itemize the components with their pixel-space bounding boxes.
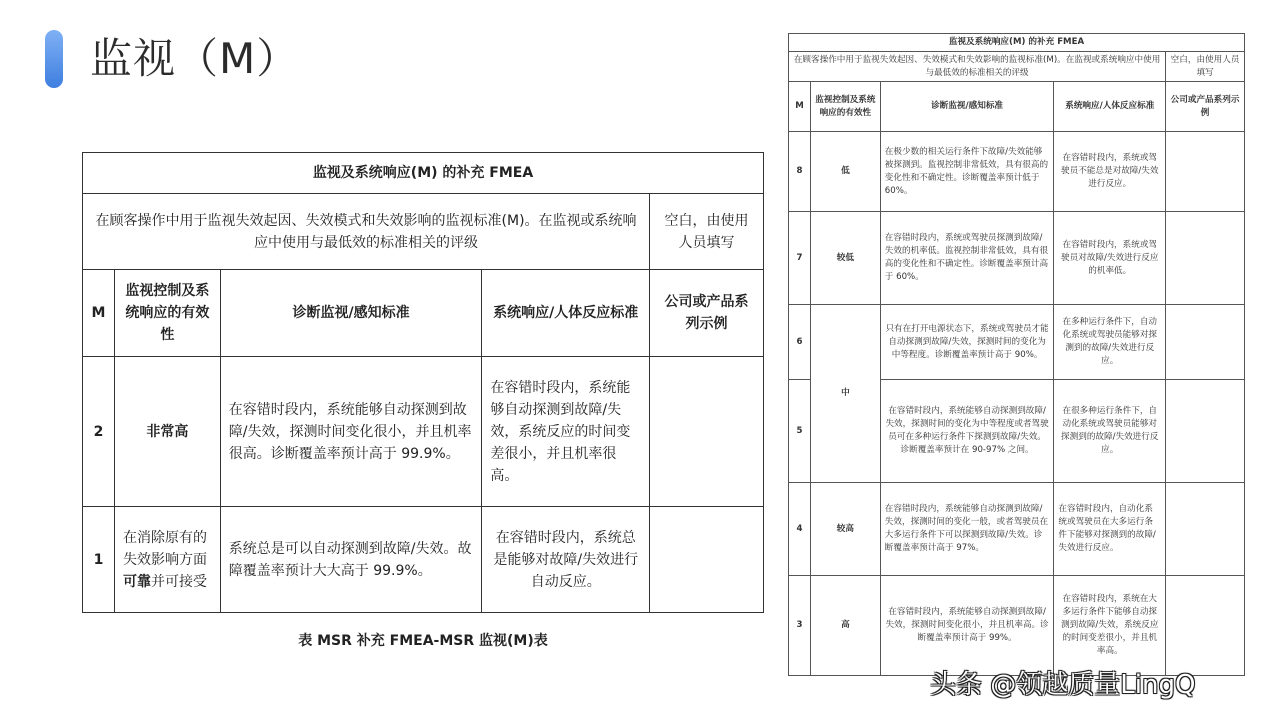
watermark: 头条 @领越质量LingQ — [930, 670, 1196, 700]
scan-header-effectiveness: 监视控制及系统响应的有效性 — [810, 82, 880, 132]
scan-row-response: 在多种运行条件下，自动化系统或驾驶员能够对探测到的故障/失效进行反应。 — [1054, 305, 1166, 380]
table-row — [789, 576, 1245, 676]
scan-row-example — [1166, 212, 1245, 305]
scan-row-example — [1166, 380, 1245, 483]
row-diagnosis: 系统总是可以自动探测到故障/失效。故障覆盖率预计大大高于 99.9%。 — [220, 507, 482, 613]
scan-row-effectiveness: 低 — [810, 132, 880, 212]
scan-row-m: 5 — [789, 380, 811, 483]
scan-blank-note: 空白，由使用人员填写 — [1166, 52, 1245, 82]
scan-row-effectiveness: 较低 — [810, 212, 880, 305]
row-response: 在容错时段内，系统总是能够对故障/失效进行自动反应。 — [482, 507, 650, 613]
title-accent-bar — [45, 30, 63, 88]
scan-row-diagnosis: 只有在打开电源状态下，系统或驾驶员才能自动探测到故障/失效，探测时间的变化为中等程度。诊断覆盖率预计高于 90%。 — [880, 305, 1054, 380]
scan-description: 在顾客操作中用于监视失效起因、失效模式和失效影响的监视标准(M)。在监视或系统响应中使用与最低效的标准相关的评级 — [789, 52, 1166, 82]
table-row — [789, 132, 1245, 212]
scan-row-diagnosis: 在容错时段内，系统能够自动探测到故障/失效，探测时间的变化为中等程度或者驾驶员可在多种运行条件下探测到故障/失效。诊断覆盖率预计在 90-97% 之间。 — [880, 380, 1054, 483]
scan-header-example: 公司或产品系列示例 — [1166, 82, 1245, 132]
scanned-fmea-table — [788, 33, 1245, 676]
table-title: 监视及系统响应(M) 的补充 FMEA — [83, 153, 764, 194]
row-example — [650, 507, 764, 613]
scan-row-response: 在容错时段内，自动化系统或驾驶员在大多运行条件下能够对探测到的故障/失效进行反应。 — [1054, 483, 1166, 576]
scan-row-m: 8 — [789, 132, 811, 212]
table-row — [789, 483, 1245, 576]
table-row — [789, 212, 1245, 305]
scan-header-diagnosis: 诊断监视/感知标准 — [880, 82, 1054, 132]
scan-row-example — [1166, 483, 1245, 576]
scan-row-response: 在容错时段内，系统在大多运行条件下能够自动探测到故障/失效，系统反应的时间变差很小，并且机率高。 — [1054, 576, 1166, 676]
scan-row-diagnosis: 在极少数的相关运行条件下故障/失效能够被探测到。监视控制非常低效，具有很高的变化性和不确定性。诊断覆盖率预计低于 60%。 — [880, 132, 1054, 212]
scan-row-m: 7 — [789, 212, 811, 305]
scan-header-response: 系统响应/人体反应标准 — [1054, 82, 1166, 132]
scan-title: 监视及系统响应(M) 的补充 FMEA — [789, 34, 1245, 52]
row-response: 在容错时段内，系统能够自动探测到故障/失效，系统反应的时间变差很小，并且机率很高。 — [482, 357, 650, 507]
header-response: 系统响应/人体反应标准 — [482, 270, 650, 357]
scan-row-m: 3 — [789, 576, 811, 676]
scan-row-response: 在很多种运行条件下，自动化系统或驾驶员能够对探测到的故障/失效进行反应。 — [1054, 380, 1166, 483]
row-effectiveness: 非常高 — [114, 357, 220, 507]
table-row — [83, 507, 764, 613]
row-diagnosis: 在容错时段内，系统能够自动探测到故障/失效，探测时间变化很小，并且机率很高。诊断覆盖率预计高于 99.9%。 — [220, 357, 482, 507]
scan-row-m: 4 — [789, 483, 811, 576]
table-row — [789, 305, 1245, 380]
scan-row-diagnosis: 在容错时段内，系统或驾驶员探测到故障/失效的机率低。监视控制非常低效，具有很高的变化性和不确定性。诊断覆盖率预计高于 60%。 — [880, 212, 1054, 305]
scan-row-m: 6 — [789, 305, 811, 380]
header-effectiveness: 监视控制及系统响应的有效性 — [114, 270, 220, 357]
scan-row-response: 在容错时段内，系统或驾驶员对故障/失效进行反应的机率低。 — [1054, 212, 1166, 305]
row-m: 1 — [83, 507, 115, 613]
slide-title: 监视（M） — [90, 34, 300, 83]
scan-row-response: 在容错时段内，系统或驾驶员不能总是对故障/失效进行反应。 — [1054, 132, 1166, 212]
header-example: 公司或产品系列示例 — [650, 270, 764, 357]
table-description: 在顾客操作中用于监视失效起因、失效模式和失效影响的监视标准(M)。在监视或系统响应中使用与最低效的标准相关的评级 — [83, 194, 650, 270]
header-diagnosis: 诊断监视/感知标准 — [220, 270, 482, 357]
table-row — [83, 357, 764, 507]
fmea-msr-table — [82, 152, 764, 613]
scan-row-effectiveness: 中 — [810, 305, 880, 483]
scan-row-effectiveness: 较高 — [810, 483, 880, 576]
scan-header-m: M — [789, 82, 811, 132]
table-caption: 表 MSR 补充 FMEA-MSR 监视(M)表 — [298, 633, 548, 649]
row-m: 2 — [83, 357, 115, 507]
scan-row-example — [1166, 132, 1245, 212]
row-effectiveness: 在消除原有的失效影响方面可靠并可接受 — [114, 507, 220, 613]
scan-row-example — [1166, 305, 1245, 380]
scan-row-diagnosis: 在容错时段内，系统能够自动探测到故障/失效，探测时间的变化一般，或者驾驶员在大多运行条件下可以探测到故障/失效。诊断覆盖率预计高于 97%。 — [880, 483, 1054, 576]
row-example — [650, 357, 764, 507]
blank-note: 空白，由使用人员填写 — [650, 194, 764, 270]
scan-row-example — [1166, 576, 1245, 676]
scan-row-effectiveness: 高 — [810, 576, 880, 676]
header-m: M — [83, 270, 115, 357]
scan-row-diagnosis: 在容错时段内，系统能够自动探测到故障/失效，探测时间变化很小，并且机率高。诊断覆盖率预计高于 99%。 — [880, 576, 1054, 676]
